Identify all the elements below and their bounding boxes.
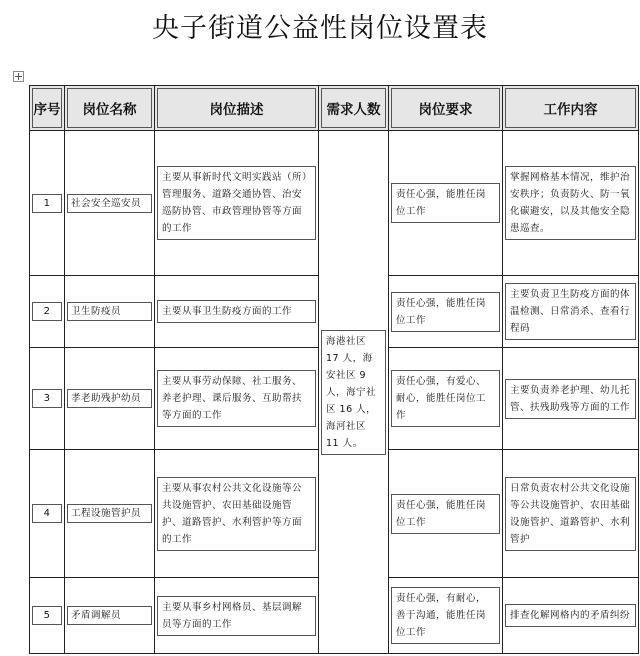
row-work: 掌握网格基本情况，维护治安秩序；负责防火、防一氧化碳避安，以及其他安全隐患巡查。 [503,131,639,276]
table-header-row [30,86,639,131]
row-no: 2 [30,276,65,348]
row-no: 1 [30,131,65,276]
header-req: 岗位要求 [389,86,503,131]
table-row [30,131,639,276]
row-desc: 主要从事劳动保障、社工服务、养老护理、课后服务、互助帮扶等方面的工作 [155,348,319,450]
header-no: 序号 [30,86,65,131]
row-desc: 主要从事卫生防疫方面的工作 [155,276,319,348]
row-req: 责任心强，有耐心，善于沟通，能胜任岗位工作 [389,578,503,654]
positions-table [29,85,639,654]
header-desc: 岗位描述 [155,86,319,131]
row-work: 日常负责农村公共文化设施等公共设施管护、农田基础设施管护、道路管护、水利管护 [503,450,639,578]
row-name: 卫生防疫员 [65,276,155,348]
row-no: 4 [30,450,65,578]
row-name: 工程设施管护员 [65,450,155,578]
header-name: 岗位名称 [65,86,155,131]
row-name: 社会安全巡安员 [65,131,155,276]
row-desc: 主要从事新时代文明实践站（所）管理服务、道路交通协管、治安巡防协管、市政管理协管等方面的工作 [155,131,319,276]
row-name: 矛盾调解员 [65,578,155,654]
row-desc: 主要从事农村公共文化设施等公共设施管护、农田基础设施管护、道路管护、水利管护等方面的工作 [155,450,319,578]
row-desc: 主要从事乡村网格员、基层调解员等方面的工作 [155,578,319,654]
row-no: 3 [30,348,65,450]
page-title: 央子街道公益性岗位设置表 [152,13,488,44]
row-work: 主要负责卫生防疫方面的体温检测、日常消杀、查看行程码 [503,276,639,348]
table-move-handle-icon[interactable] [13,71,24,82]
row-no: 5 [30,578,65,654]
row-name: 孝老助残护幼员 [65,348,155,450]
headcount-cell: 海港社区 17 人，海安社区 9 人，海宁社区 16 人，海河社区 11 人。 [319,131,389,654]
header-work: 工作内容 [503,86,639,131]
row-work: 主要负责养老护理、幼儿托管、扶残助残等方面的工作 [503,348,639,450]
row-req: 责任心强，能胜任岗位工作 [389,276,503,348]
row-req: 责任心强，能胜任岗位工作 [389,131,503,276]
row-req: 责任心强，有爱心、耐心，能胜任岗位工作 [389,348,503,450]
row-work: 排查化解网格内的矛盾纠纷 [503,578,639,654]
row-req: 责任心强，能胜任岗位工作 [389,450,503,578]
header-headcount: 需求人数 [319,86,389,131]
